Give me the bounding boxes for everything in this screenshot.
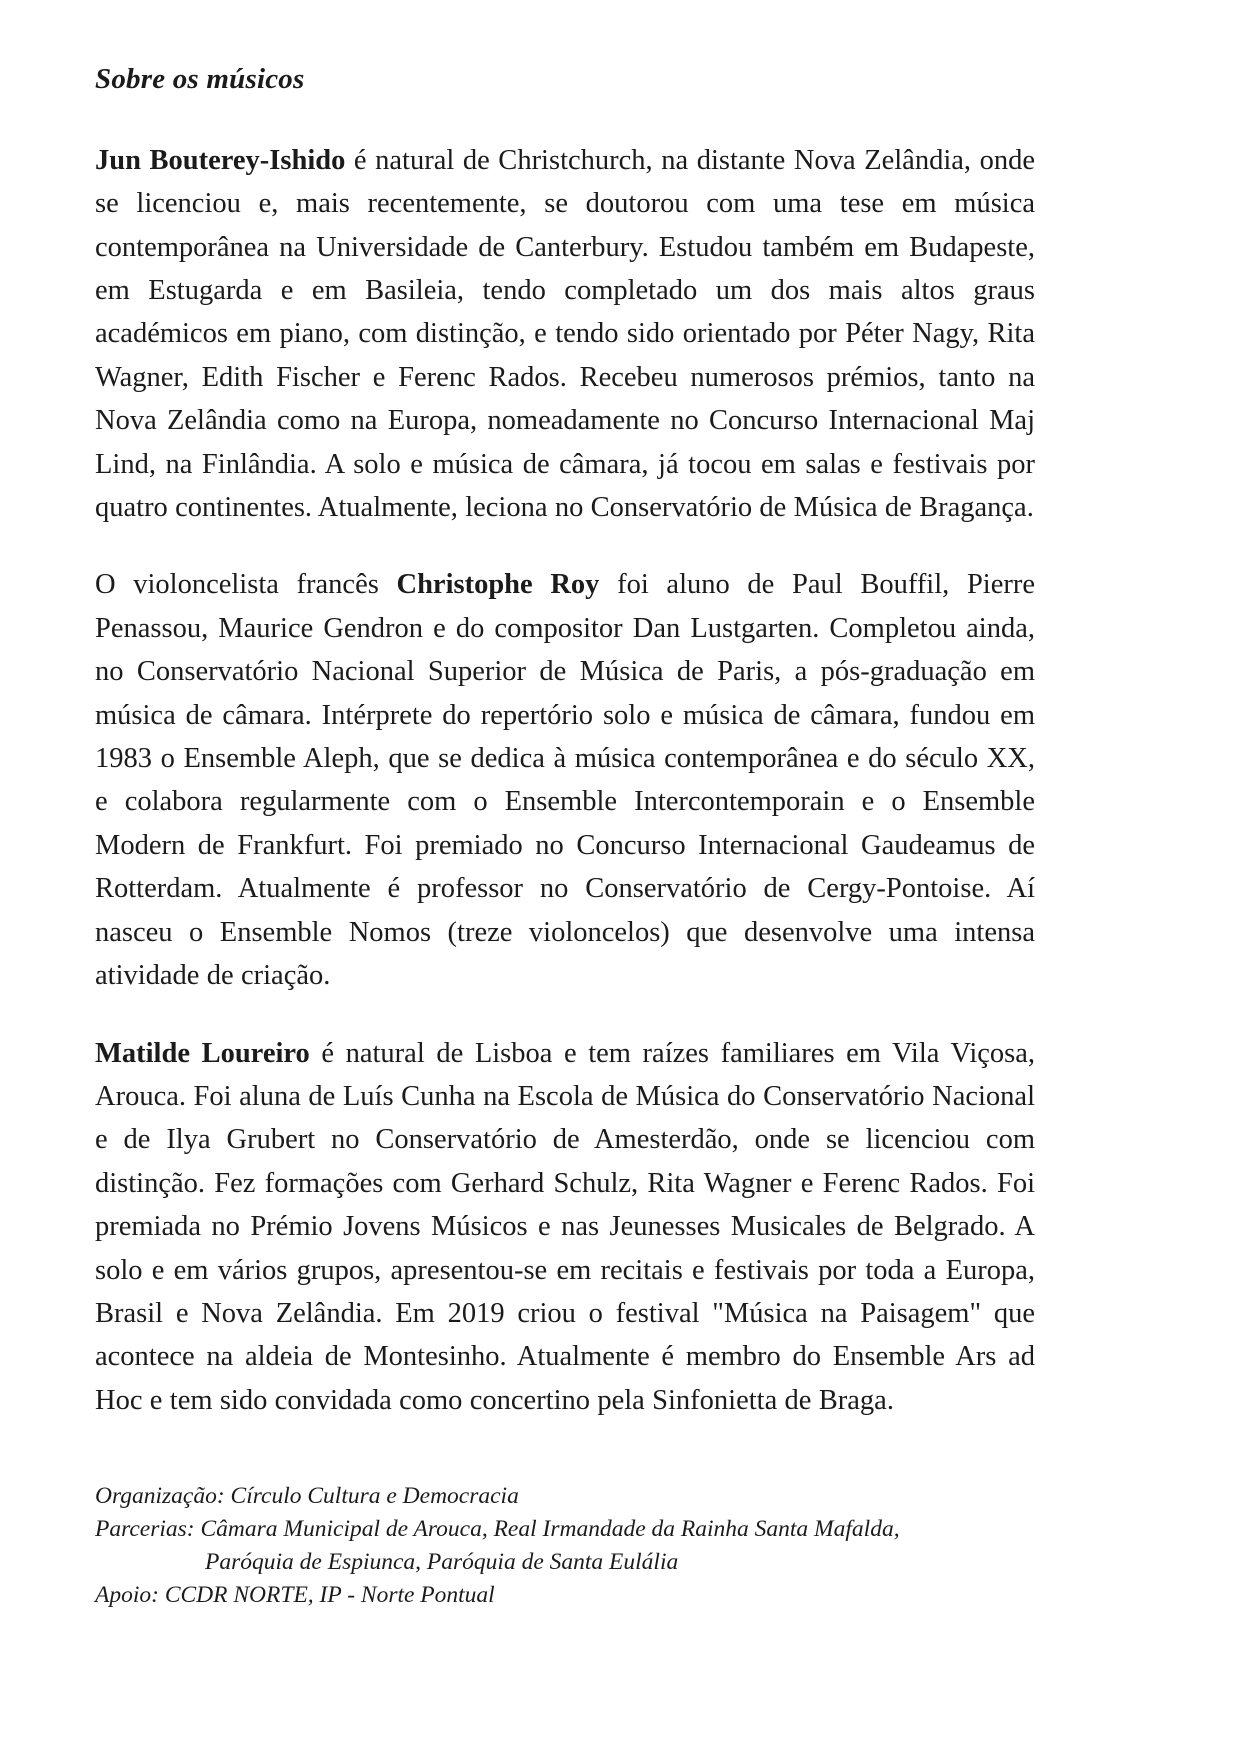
paragraph-text-christophe-roy-intro: O violoncelista francês [95,569,397,601]
paragraph-matilde-loureiro [95,1032,1035,1423]
musician-name-matilde-loureiro: Matilde Loureiro [95,1037,310,1069]
paragraph-jun-bouterey-ishido [95,139,1035,530]
musician-name-christophe-roy: Christophe Roy [396,569,600,601]
credits-organizacao: Organização: Círculo Cultura e Democracia [95,1483,519,1510]
credits-block [95,1480,1035,1612]
paragraph-text-matilde-loureiro: é natural de Lisboa e tem raízes familiares em Vila Viçosa, Arouca. Foi aluna de Luís Cunha na Escola de Música do Conservatório Nacional e de Ilya Grubert no Conservatório de Amesterdão, onde se licenciou com distinção. Fez formações com Gerhard Schulz, Rita Wagner e Ferenc Rados. Foi premiada no Prémio Jovens Músicos e nas Jeunesses Musicales de Belgrado. A solo e em vários grupos, apresentou-se em recitais e festivais por toda a Europa, Brasil e Nova Zelândia. Em 2019 criou o festival "Música na Paisagem" que acontece na aldeia de Montesinho. Atualmente é membro do Ensemble Ars ad Hoc e tem sido convidada como concertino pela Sinfonietta de Braga. [95,1037,1036,1416]
page-title: Sobre os músicos [95,63,305,95]
paragraph-text-christophe-roy: foi aluno de Paul Bouffil, Pierre Penassou, Maurice Gendron e do compositor Dan Lustgarten. Completou ainda, no Conservatório Nacional Superior de Música de Paris, a pós-graduação em música de câmara. Intérprete do repertório solo e música de câmara, fundou em 1983 o Ensemble Aleph, que se dedica à música contemporânea e do século XX, e colabora regularmente com o Ensemble Intercontemporain e o Ensemble Modern de Frankfurt. Foi premiado no Concurso Internacional Gaudeamus de Rotterdam. Atualmente é professor no Conservatório de Cergy-Pontoise. Aí nasceu o Ensemble Nomos (treze violoncelos) que desenvolve uma intensa atividade de criação. [95,569,1035,992]
paragraph-christophe-roy [95,563,1035,997]
credits-parcerias: Parcerias: Câmara Municipal de Arouca, Real Irmandade da Rainha Santa Mafalda, [95,1516,900,1543]
credits-apoio: Apoio: CCDR NORTE, IP - Norte Pontual [95,1582,495,1609]
credits-parcerias-continued: Paróquia de Espiunca, Paróquia de Santa Eulália [205,1549,679,1576]
body-content [95,139,1035,1612]
paragraph-text-jun-bouterey-ishido: é natural de Christchurch, na distante Nova Zelândia, onde se licenciou e, mais recentemente, se doutorou com uma tese em música contemporânea na Universidade de Canterbury. Estudou também em Budapeste, em Estugarda e em Basileia, tendo completado um dos mais altos graus académicos em piano, com distinção, e tendo sido orientado por Péter Nagy, Rita Wagner, Edith Fischer e Ferenc Rados. Recebeu numerosos prémios, tanto na Nova Zelândia como na Europa, nomeadamente no Concurso Internacional Maj Lind, na Finlândia. A solo e música de câmara, já tocou em salas e festivais por quatro continentes. Atualmente, leciona no Conservatório de Música de Bragança. [95,144,1035,524]
musician-name-jun-bouterey-ishido: Jun Bouterey-Ishido [95,144,346,176]
